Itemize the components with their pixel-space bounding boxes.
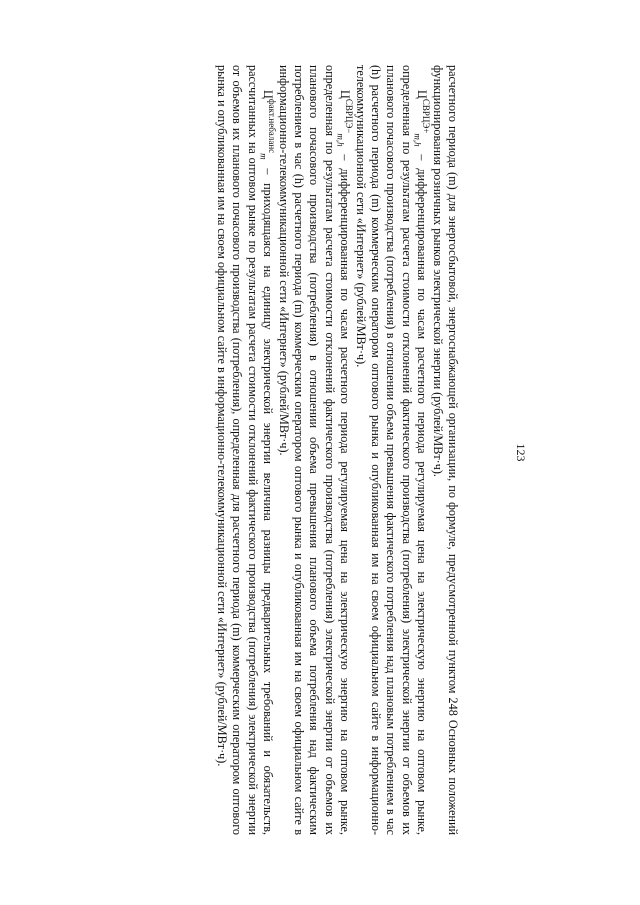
symbol-letter: Ц xyxy=(415,90,430,99)
paragraph-text: расчетного периода (m) для энергосбытовой, энергоснабжающей организации, по формуле, предусмотренной пунктом 248 Основных положений функционирования розничных рынков электрической энергии (рублей/МВт·ч). xyxy=(430,65,460,835)
paragraph-price-plus xyxy=(352,65,432,835)
formula-symbol xyxy=(412,90,432,147)
symbol-subscript: m xyxy=(258,153,269,160)
paragraph-intro xyxy=(429,65,460,835)
formula-symbol xyxy=(335,90,355,147)
symbol-letter: Ц xyxy=(261,90,276,99)
paragraph-text: – дифференцированная по часам расчетного периода регулируемая цена на электрическую энергию на оптовом рынке, определенная по результатам расчета стоимости отклонений фактического производства (потребления) электрической энергии от объемов их планового почасового производства (потребления) в отношении объема превышения планового объема потребления над фактическим потреблением в час (h) расчетного периода (m) коммерческим оператором оптового рынка и опубликованная им на своем официальном сайте в информационно-телекоммуникационной сети «Интернет» (рублей/МВт·ч). xyxy=(276,65,353,835)
document-body xyxy=(214,65,461,835)
formula-symbol xyxy=(258,90,278,160)
paragraph-imbalance xyxy=(214,65,276,835)
symbol-superscript: факт.небаланс xyxy=(267,98,278,154)
symbol-subscript: m,h xyxy=(412,133,423,147)
page-number: 123 xyxy=(514,443,528,462)
paragraph-text: – приходящаяся на единицу электрической энергии величина разницы предварительных требований и обязательств, рассчитанных на оптовом рынке по результатам расчета стоимости отклонений фактического производства (потребления) электрической энергии от объемов их планового почасового производства (потребления), определенная для расчетного периода (m) коммерческим оператором оптового рынка и опубликованная им на своем официальном сайте в информационно-телекоммуникационной сети «Интернет» (рублей/МВт·ч). xyxy=(214,65,276,835)
symbol-superscript: СВРЦЭ− xyxy=(344,98,355,134)
paragraph-price-minus xyxy=(275,65,355,835)
symbol-superscript: СВРЦЭ+ xyxy=(421,98,432,134)
symbol-letter: Ц xyxy=(338,90,353,99)
paragraph-text: – дифференцированная по часам расчетного периода регулируемая цена на электрическую энергию на оптовом рынке, определенная по результатам расчета стоимости отклонений фактического производства (потребления) электрической энергии от объемов их планового почасового производства (потребления) в отношении объема превышения фактического потребления над плановым потреблением в час (h) расчетного периода (m) коммерческим оператором оптового рынка и опубликованная им на своем официальном сайте в информационно-телекоммуникационной сети «Интернет» (рублей/МВт·ч). xyxy=(353,65,430,835)
symbol-subscript: m,h xyxy=(335,133,346,147)
